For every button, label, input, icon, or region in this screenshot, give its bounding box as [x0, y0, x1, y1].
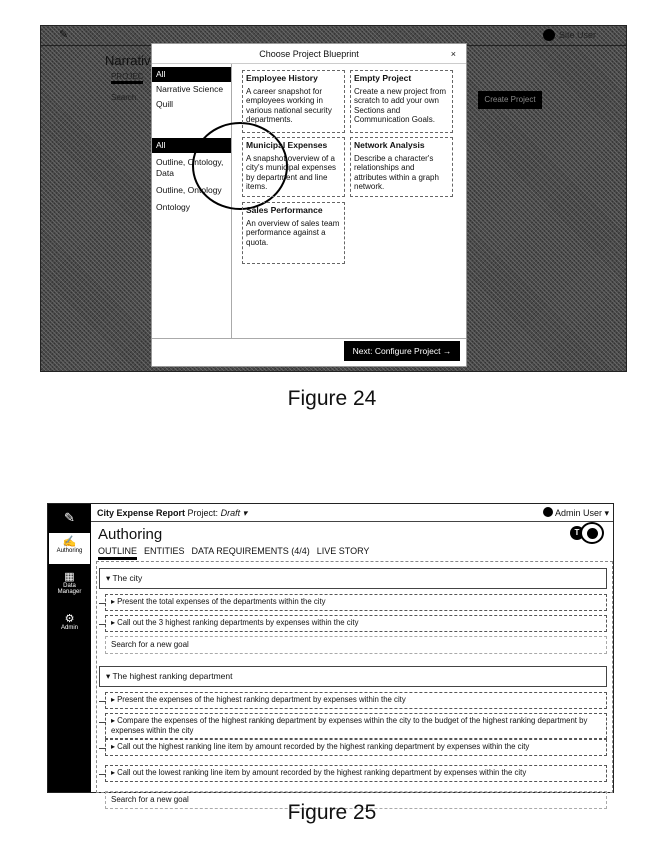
sidebar-item-label: Authoring	[56, 548, 83, 554]
create-project-button[interactable]: Create Project	[478, 91, 542, 109]
close-icon[interactable]: ×	[450, 49, 456, 59]
blueprint-description: An overview of sales team performance against a quota.	[246, 218, 340, 247]
source-filter-item[interactable]: Narrative Science	[156, 84, 224, 94]
edit-icon: ✍	[62, 536, 77, 548]
goal-text: Call out the highest ranking line item by amount recorded by the highest ranking department by expenses within the city	[117, 742, 530, 751]
blueprint-card[interactable]	[350, 137, 453, 197]
caret-down-icon[interactable]: ▾	[106, 671, 113, 681]
badge-t-icon[interactable]: T	[570, 526, 584, 540]
settings-circle-icon[interactable]	[580, 522, 604, 544]
communication-goal[interactable]	[105, 594, 607, 611]
section-title: The highest ranking department	[112, 671, 233, 681]
type-filter-item[interactable]: Outline, Ontology, Data	[156, 157, 224, 178]
figure-25-caption: Figure 25	[287, 801, 377, 824]
blueprint-title: Sales Performance	[246, 205, 323, 215]
user-menu[interactable]	[543, 504, 609, 522]
blueprint-description: A career snapshot for employees working in various national security departments.	[246, 86, 332, 124]
blueprint-title: Network Analysis	[354, 140, 425, 150]
logo-quill-icon: ✎	[64, 510, 75, 525]
blueprint-description: A snapshot overview of a city's municipal expenses by department and line items.	[246, 153, 337, 191]
caret-right-icon[interactable]: ▸	[111, 597, 118, 606]
source-filter-item[interactable]: All	[152, 67, 231, 82]
sidebar-item-admin[interactable]	[48, 612, 91, 631]
source-filter-item[interactable]: Quill	[156, 99, 174, 109]
sidebar-item-data-manager[interactable]	[48, 570, 91, 595]
project-status-dropdown[interactable]: Draft ▾	[220, 508, 248, 518]
type-filter-item[interactable]: Ontology	[156, 202, 191, 212]
user-label: Admin User ▾	[554, 508, 609, 518]
blueprint-title: Employee History	[246, 73, 318, 83]
blueprint-description: Create a new project from scratch to add your own Sections and Communication Goals.	[354, 86, 447, 124]
blueprint-title: Municipal Expenses	[246, 140, 328, 150]
bg-page-title: Narrativ	[105, 53, 151, 68]
caret-right-icon[interactable]: ▸	[111, 618, 118, 627]
goal-text: Present the expenses of the highest ranking department by expenses within the city	[117, 695, 406, 704]
blueprint-title: Empty Project	[354, 73, 412, 83]
choose-blueprint-modal	[151, 43, 467, 367]
blueprint-description: Describe a character's relationships and attributes within a graph network.	[354, 153, 439, 191]
tab-outline[interactable]: OUTLINE	[98, 546, 137, 560]
figure-24-caption: Figure 24	[287, 387, 377, 410]
figure-24-screenshot	[40, 25, 627, 372]
caret-down-icon[interactable]: ▾	[106, 573, 113, 583]
caret-right-icon[interactable]: ▸	[111, 742, 118, 751]
communication-goal[interactable]	[105, 615, 607, 632]
bg-search: Search	[111, 93, 137, 102]
top-bar	[91, 504, 613, 522]
caret-right-icon[interactable]: ▸	[111, 768, 118, 777]
goal-text: Call out the 3 highest ranking departments by expenses within the city	[117, 618, 359, 627]
page-title: Authoring	[98, 526, 163, 543]
goal-text: Call out the lowest ranking line item by amount recorded by the highest ranking department by expenses within the city	[117, 768, 527, 777]
modal-header	[152, 44, 466, 64]
user-avatar-icon	[543, 507, 553, 517]
modal-footer	[152, 338, 466, 368]
communication-goal[interactable]	[105, 713, 607, 739]
gear-icon: ⚙	[64, 613, 75, 625]
tab-entities[interactable]: ENTITIES	[144, 546, 185, 556]
tab-bar	[98, 546, 376, 556]
outline-section[interactable]	[99, 568, 607, 589]
communication-goal[interactable]	[105, 739, 607, 756]
outline-section[interactable]	[99, 666, 607, 687]
user-menu[interactable]: Site User	[559, 30, 597, 40]
project-label: Project:	[187, 508, 219, 518]
type-filter-item[interactable]: Outline, Ontology	[156, 185, 222, 195]
type-filter-item[interactable]: All	[152, 138, 231, 153]
tab-data-requirements-[interactable]: DATA REQUIREMENTS (4/4)	[191, 546, 310, 556]
user-avatar-icon	[543, 29, 555, 41]
blueprint-card[interactable]	[242, 202, 345, 264]
grid-icon: ▦	[64, 571, 75, 583]
tab-live-story[interactable]: LIVE STORY	[316, 546, 370, 556]
sidebar-item-label: Data Manager	[57, 583, 82, 595]
search-goal-input[interactable]: Search for a new goal	[105, 636, 607, 654]
communication-goal[interactable]	[105, 692, 607, 709]
bg-tab: PROJEC	[111, 72, 143, 84]
goal-text: Present the total expenses of the departments within the city	[117, 597, 326, 606]
goal-text: Compare the expenses of the highest ranking department by expenses within the city to the budget of the highest ranking department by expenses within the city	[111, 716, 588, 735]
sidebar-item-authoring[interactable]	[48, 532, 91, 565]
logo-quill-icon: ✎	[59, 29, 69, 41]
blueprint-card[interactable]	[350, 70, 453, 133]
figure-25-screenshot	[47, 503, 614, 804]
project-name: City Expense Report	[97, 508, 186, 518]
sidebar	[48, 504, 91, 792]
outline-panel	[96, 561, 613, 804]
caret-right-icon[interactable]: ▸	[111, 695, 118, 704]
next-configure-project-button[interactable]: Next: Configure Project →	[344, 341, 460, 361]
section-title: The city	[112, 573, 143, 583]
caret-right-icon[interactable]: ▸	[111, 716, 118, 725]
sidebar-item-label: Admin	[60, 625, 78, 631]
search-goal-input[interactable]: Search for a new goal	[105, 791, 607, 809]
blueprint-card[interactable]	[242, 70, 345, 133]
modal-title: Choose Project Blueprint	[259, 49, 359, 59]
communication-goal[interactable]	[105, 765, 607, 782]
blueprint-card[interactable]	[242, 137, 345, 197]
